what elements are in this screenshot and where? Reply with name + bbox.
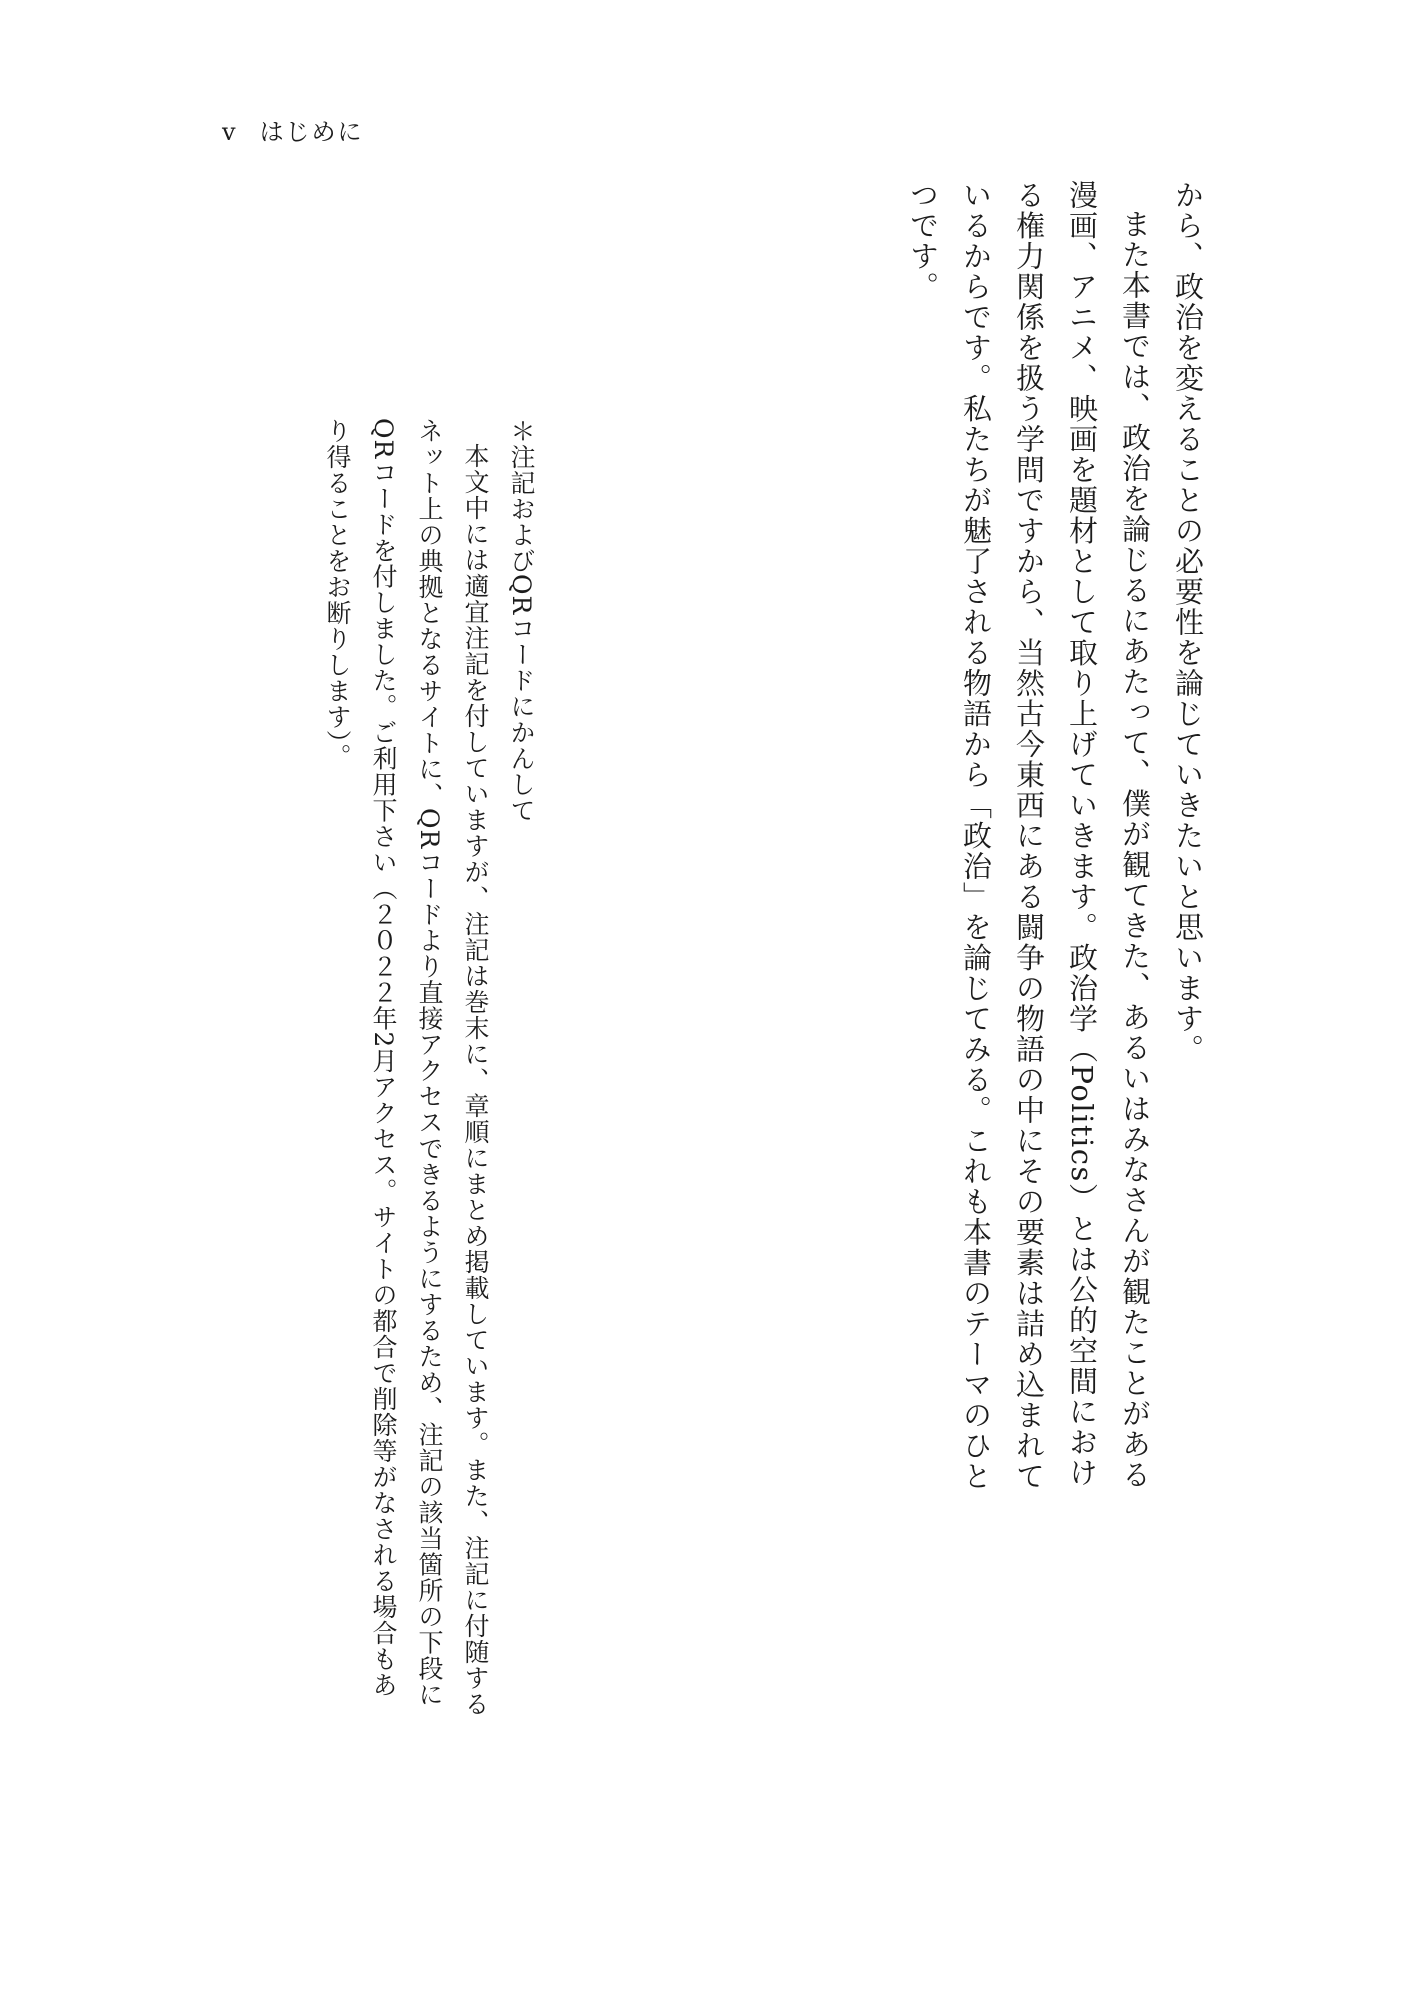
chapter-title: はじめに [259,118,364,146]
paragraph-continuation: から、政治を変えることの必要性を論じていきたいと思います。 [1171,180,1205,1065]
note-heading: ＊注記およびQRコードにかんして [507,418,536,824]
note-body: 本文中には適宜注記を付していますが、注記は巻末に、章順にまとめ掲載しています。また、注記に付随するネット上の典拠となるサイトに、QRコードより直接アクセスできるようにするため、注記の該当箇所の下段にQRコードを付しました。ご利用下さい（２０２２年2月アクセス。サイトの都合で削除等がなされる場合もあり得ることをお断りします）。 [323,418,490,1717]
main-body-text [896,180,1214,1500]
paragraph: また本書では、政治を論じるにあたって、僕が観てきた、あるいはみなさんが観たことがある漫画、アニメ、映画を題材として取り上げていきます。政治学（Politics）とは公的空間における権力関係を扱う学問ですから、当然古今東西にある闘争の物語の中にその要素は詰め込まれているからです。私たちが魅了される物語から「政治」を論じてみる。これも本書のテーマのひとつです。 [906,180,1152,1492]
notes-section [314,418,544,1718]
page-number: v [222,118,238,146]
running-header [222,112,364,147]
